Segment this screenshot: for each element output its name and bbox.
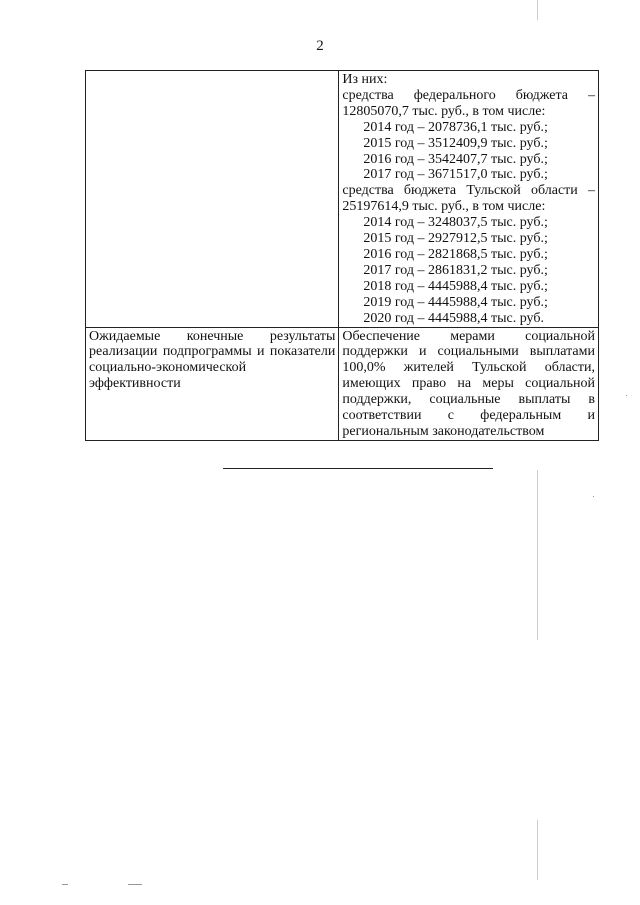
regional-year-2018: 2018 год – 4445988,4 тыс. руб.; (363, 278, 548, 294)
regional-year-2014: 2014 год – 3248037,5 тыс. руб.; (363, 215, 548, 231)
scan-edge-mark (537, 0, 538, 20)
regional-year-2017: 2017 год – 2861831,2 тыс. руб.; (363, 262, 548, 278)
federal-year-2016: 2016 год – 3542407,7 тыс. руб.; (363, 151, 548, 167)
financing-intro: Из них: (342, 72, 388, 87)
regional-year-2020: 2020 год – 4445988,4 тыс. руб. (363, 310, 544, 326)
table-row-results (86, 327, 599, 440)
regional-year-2019: 2019 год – 4445988,4 тыс. руб.; (363, 294, 548, 310)
federal-budget-line: средства федерального бюджета – (342, 87, 595, 103)
federal-year-2017: 2017 год – 3671517,0 тыс. руб.; (363, 167, 548, 183)
regional-budget-total: 25197614,9 тыс. руб., в том числе: (342, 199, 546, 215)
scan-edge-mark (537, 820, 538, 880)
table-row-financing (86, 71, 599, 328)
subprogram-passport-table (85, 70, 599, 441)
federal-year-2015: 2015 год – 3512409,9 тыс. руб.; (363, 135, 548, 151)
results-label-line: Ожидаемые конечные результаты (89, 328, 336, 344)
results-label-line: социально-экономической (89, 360, 247, 376)
results-label-cell (86, 327, 339, 440)
regional-year-2016: 2016 год – 2821868,5 тыс. руб.; (363, 246, 548, 262)
results-value-line: региональным законодательством (342, 423, 545, 439)
separator-line (223, 468, 493, 469)
results-value-line: поддержки и социальными выплатами (342, 344, 595, 360)
scan-speck (626, 395, 627, 396)
results-value-cell (339, 327, 599, 440)
results-value-line: Обеспечение мерами социальной (342, 328, 595, 344)
scan-speck (62, 884, 68, 885)
regional-budget-line: средства бюджета Тульской области – (342, 183, 595, 199)
page-number: 2 (316, 38, 324, 54)
scan-edge-mark (537, 470, 538, 640)
results-value-line: имеющих право на меры социальной (342, 376, 595, 392)
scan-speck (128, 884, 142, 885)
financing-value-cell (339, 71, 599, 328)
results-value-line: соответствии с федеральным и (342, 408, 595, 424)
results-label-line: эффективности (89, 376, 181, 392)
federal-budget-total: 12805070,7 тыс. руб., в том числе: (342, 103, 546, 119)
financing-label-cell (86, 71, 339, 328)
regional-year-2015: 2015 год – 2927912,5 тыс. руб.; (363, 231, 548, 247)
results-value-line: 100,0% жителей Тульской области, (342, 360, 595, 376)
federal-year-2014: 2014 год – 2078736,1 тыс. руб.; (363, 119, 548, 135)
results-value-line: поддержки, социальные выплаты в (342, 392, 595, 408)
scan-speck (593, 496, 594, 497)
results-label-line: реализации подпрограммы и показатели (89, 344, 336, 360)
